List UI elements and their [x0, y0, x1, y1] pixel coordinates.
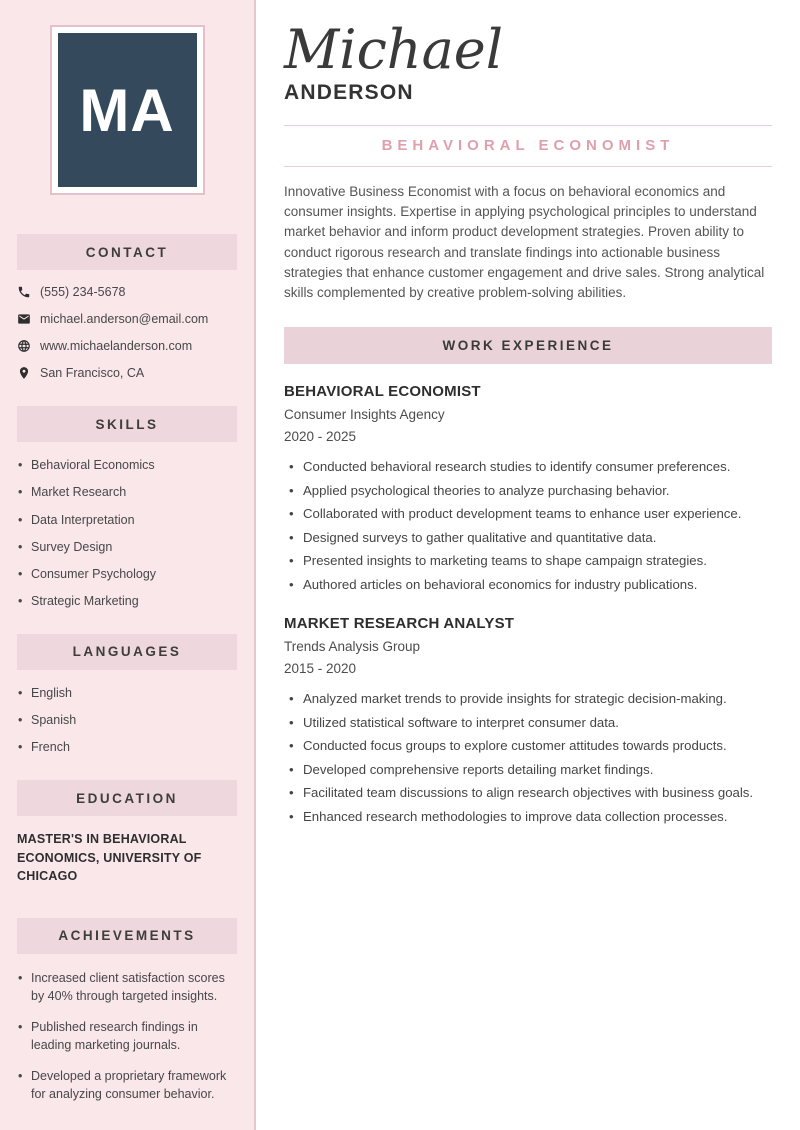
contact-row-phone	[17, 285, 254, 299]
job-bullet: • Analyzed market trends to provide insights for strategic decision-making.	[284, 687, 772, 711]
email-icon	[17, 312, 31, 326]
contact-phone-text: (555) 234-5678	[40, 285, 126, 299]
job-entry	[284, 383, 772, 596]
last-name: ANDERSON	[284, 80, 414, 104]
language-item: • French	[18, 739, 254, 755]
languages-list	[18, 685, 254, 756]
languages-section-header: LANGUAGES	[17, 634, 237, 670]
sidebar	[0, 0, 256, 1130]
job-bullet-list	[284, 687, 772, 828]
achievements-section-header: ACHIEVEMENTS	[17, 918, 237, 954]
job-bullet: • Applied psychological theories to analyze purchasing behavior.	[284, 479, 772, 503]
skill-item: • Behavioral Economics	[18, 457, 254, 473]
job-bullet: • Enhanced research methodologies to improve data collection processes.	[284, 805, 772, 829]
location-icon	[17, 366, 31, 380]
skills-section-header: SKILLS	[17, 406, 237, 442]
skill-item: • Market Research	[18, 484, 254, 500]
skill-item: • Data Interpretation	[18, 512, 254, 528]
profile-summary: Innovative Business Economist with a focus on behavioral economics and consumer insights. Expertise in applying psychological principles to understand market behavior and inform product development strategies. Proven ability to conduct rigorous research and translate findings into actionable business strategies that enhance customer engagement and drive sales. Strong analytical skills complemented by creative problem-solving abilities.	[284, 183, 765, 301]
job-bullet: • Developed comprehensive reports detailing market findings.	[284, 758, 772, 782]
job-bullet: • Conducted focus groups to explore customer attitudes towards products.	[284, 734, 772, 758]
contact-row-location	[17, 366, 254, 380]
main-column	[256, 0, 800, 1130]
job-title-banner: BEHAVIORAL ECONOMIST	[284, 125, 772, 167]
language-item: • Spanish	[18, 712, 254, 728]
contact-row-website	[17, 339, 254, 353]
phone-icon	[17, 285, 31, 299]
skill-item: • Consumer Psychology	[18, 566, 254, 582]
achievement-item: • Published research findings in leading marketing journals.	[18, 1018, 230, 1055]
job-role: MARKET RESEARCH ANALYST	[284, 615, 515, 633]
contact-location-text: San Francisco, CA	[40, 366, 145, 380]
job-bullet: • Conducted behavioral research studies to identify consumer preferences.	[284, 455, 772, 479]
monogram-initials: MA	[58, 33, 197, 187]
achievements-list	[18, 969, 254, 1104]
language-item: • English	[18, 685, 254, 701]
contact-email-text: michael.anderson@email.com	[40, 312, 209, 326]
job-bullet: • Designed surveys to gather qualitative and quantitative data.	[284, 526, 772, 550]
contact-website-text: www.michaelanderson.com	[40, 339, 193, 353]
job-role: BEHAVIORAL ECONOMIST	[284, 383, 481, 401]
globe-icon	[17, 339, 31, 353]
job-bullet-list	[284, 455, 772, 596]
job-dates: 2015 - 2020	[284, 661, 357, 677]
contact-row-email	[17, 312, 254, 326]
monogram-frame	[50, 25, 205, 195]
job-entry	[284, 615, 772, 828]
job-bullet: • Facilitated team discussions to align research objectives with business goals.	[284, 781, 772, 805]
job-company: Trends Analysis Group	[284, 639, 421, 655]
achievement-item: • Developed a proprietary framework for analyzing consumer behavior.	[18, 1067, 230, 1104]
education-degree: MASTER'S IN BEHAVIORAL ECONOMICS, UNIVERSITY OF CHICAGO	[17, 832, 202, 884]
achievement-item: • Increased client satisfaction scores by 40% through targeted insights.	[18, 969, 230, 1006]
first-name: Michael	[284, 18, 504, 81]
job-company: Consumer Insights Agency	[284, 407, 445, 423]
skill-item: • Strategic Marketing	[18, 593, 254, 609]
contact-section-header: CONTACT	[17, 234, 237, 270]
job-bullet: • Collaborated with product development teams to enhance user experience.	[284, 502, 772, 526]
job-bullet: • Utilized statistical software to interpret consumer data.	[284, 711, 772, 735]
skill-item: • Survey Design	[18, 539, 254, 555]
contact-list	[17, 285, 254, 380]
skills-list	[18, 457, 254, 610]
education-section-header: EDUCATION	[17, 780, 237, 816]
work-experience-header: WORK EXPERIENCE	[284, 327, 772, 364]
job-dates: 2020 - 2025	[284, 429, 357, 445]
job-bullet: • Presented insights to marketing teams to shape campaign strategies.	[284, 549, 772, 573]
job-bullet: • Authored articles on behavioral economics for industry publications.	[284, 573, 772, 597]
